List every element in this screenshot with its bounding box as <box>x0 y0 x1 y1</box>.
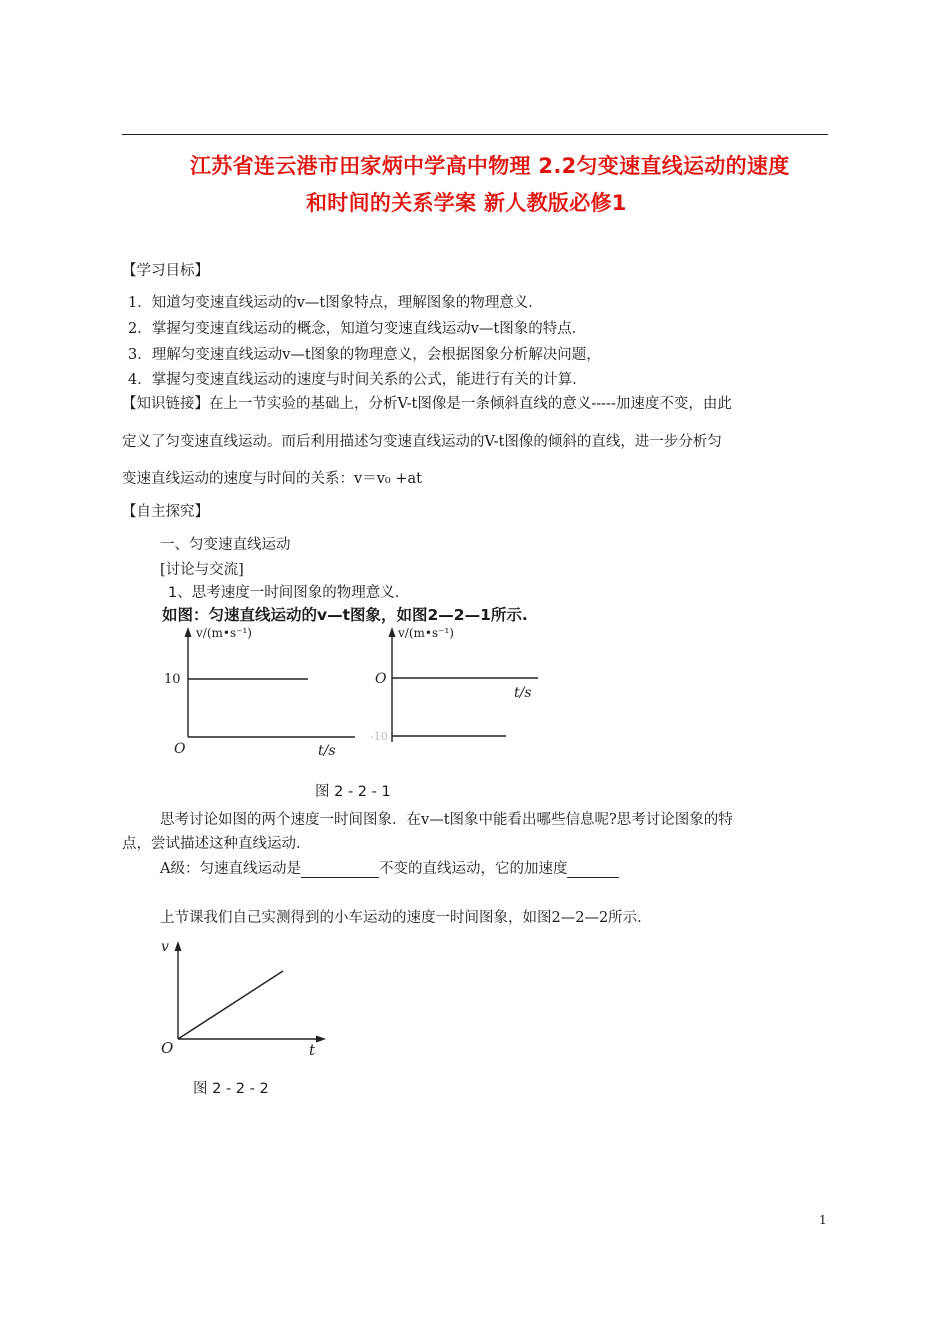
left-y-axis-arrow <box>185 627 192 637</box>
fig2-x-label: t <box>309 1041 316 1059</box>
think-line-2: 点，尝试描述这种直线运动． <box>122 836 311 852</box>
discussion-label: [讨论与交流] <box>160 562 244 578</box>
exploration-heading: 【自主探究】 <box>122 504 209 520</box>
objective-item-4: 4．掌握匀变速直线运动的速度与时间关系的公式，能进行有关的计算． <box>128 372 587 388</box>
fig2-x-axis-arrow <box>316 1036 326 1043</box>
header-rule <box>122 134 828 135</box>
figure-2-graph <box>155 935 340 1060</box>
fig2-y-axis-arrow <box>175 941 182 951</box>
left-y-label: v/(m•s⁻¹) <box>196 626 252 640</box>
title-line-2: 和时间的关系学案 新人教版必修1 <box>306 191 627 215</box>
left-origin: O <box>174 741 186 757</box>
left-x-label: t/s <box>318 743 336 759</box>
level-a-question <box>160 857 619 878</box>
level-a-prefix: A级：匀速直线运动是 <box>160 861 301 877</box>
right-x-label: t/s <box>514 685 532 701</box>
figure-1-intro: 如图：匀速直线运动的v—t图象，如图2—2—1所示. <box>162 606 528 624</box>
level-a-middle: 不变的直线运动，它的加速度 <box>378 861 568 877</box>
section-1-title: 一、匀变速直线运动 <box>160 537 291 553</box>
figure-1-right-graph <box>370 625 550 745</box>
figure-1-left-graph <box>160 625 360 760</box>
knowledge-link-line-1: 【知识链接】在上一节实验的基础上，分析V-t图像是一条倾斜直线的意义-----加速度不变，由此 <box>122 396 732 412</box>
knowledge-link-line-2: 定义了匀变速直线运动。而后利用描述匀变速直线运动的V-t图像的倾斜的直线，进一步分析匀 <box>122 434 722 450</box>
objective-item-3: 3．理解匀变速直线运动v—t图象的物理意义，会根据图象分析解决问题， <box>128 347 601 363</box>
figure-1-caption: 图 2 - 2 - 1 <box>315 784 391 800</box>
left-y-tick: 10 <box>164 672 181 687</box>
right-y-axis-arrow <box>389 627 396 637</box>
figure-2-caption: 图 2 - 2 - 2 <box>193 1081 269 1097</box>
fig2-velocity-line <box>178 971 283 1039</box>
objective-item-2: 2．掌握匀变速直线运动的概念，知道匀变速直线运动v—t图象的特点． <box>128 321 587 337</box>
objective-item-1: 1．知道匀变速直线运动的v—t图象特点，理解图象的物理意义． <box>128 295 543 311</box>
level-a-blank-1[interactable] <box>301 863 379 878</box>
question-1: 1、思考速度一时间图象的物理意义. <box>168 585 400 601</box>
objectives-heading: 【学习目标】 <box>122 263 209 279</box>
fig2-y-label: v <box>161 939 169 955</box>
fig2-origin: O <box>161 1039 174 1057</box>
page-number: 1 <box>819 1213 827 1227</box>
level-a-blank-2[interactable] <box>567 863 619 878</box>
last-class-text: 上节课我们自己实测得到的小车运动的速度一时间图象，如图2—2—2所示． <box>160 910 652 926</box>
right-origin: O <box>375 671 387 687</box>
knowledge-link-line-3: 变速直线运动的速度与时间的关系：v＝v₀ +at <box>122 471 422 487</box>
title-line-1: 江苏省连云港市田家炳中学高中物理 2.2匀变速直线运动的速度 <box>190 154 790 178</box>
right-y-tick: -10 <box>370 730 388 743</box>
think-line-1: 思考讨论如图的两个速度一时间图象．在v—t图象中能看出哪些信息呢?思考讨论图象的特 <box>160 812 733 828</box>
right-y-label: v/(m•s⁻¹) <box>398 626 454 640</box>
